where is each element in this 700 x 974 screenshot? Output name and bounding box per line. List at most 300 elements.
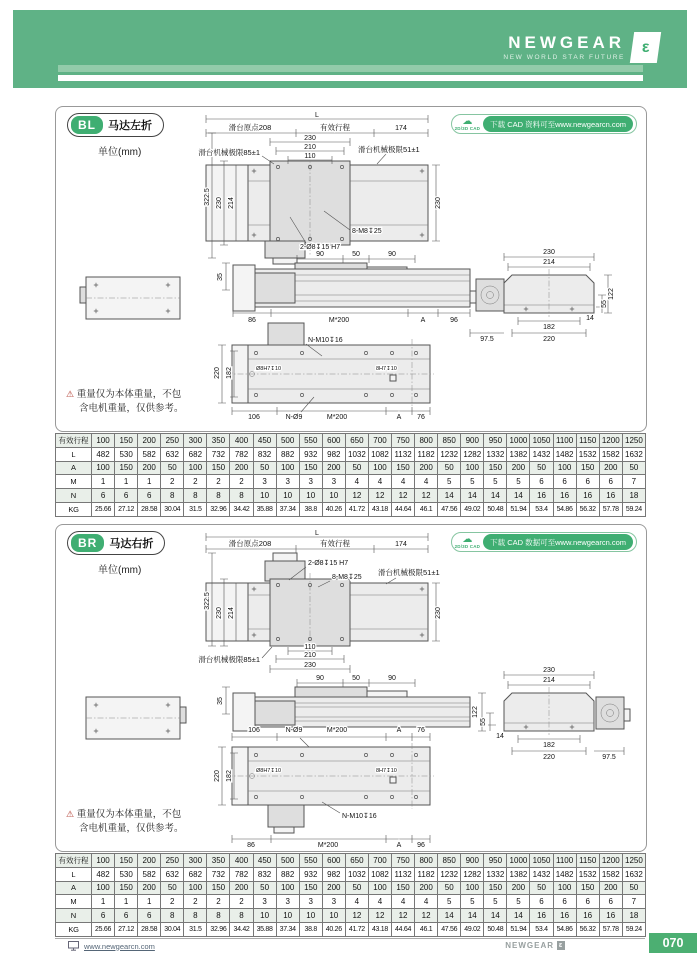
table-cell: 56.32 — [576, 502, 599, 516]
table-cell: 750 — [392, 434, 415, 448]
dim-label: L — [315, 530, 319, 537]
br-motor-connector-bottom — [274, 827, 294, 833]
table-cell: 200 — [507, 461, 530, 475]
table-cell: 50.48 — [484, 502, 507, 516]
br-unit-label: 单位(mm) — [98, 565, 142, 576]
table-cell: 16 — [599, 489, 622, 503]
dim-label: L — [315, 112, 319, 119]
dim-label: 8-M8↧25 — [332, 574, 362, 581]
dim-label: 55 — [480, 718, 487, 726]
table-cell: 2 — [207, 895, 230, 909]
br-cad-download[interactable] — [451, 532, 637, 552]
table-cell: 2 — [184, 475, 207, 489]
table-cell: 8 — [207, 489, 230, 503]
dim-label: 2-Ø8↧15 H7 — [300, 244, 341, 251]
warning-icon: ⚠ — [66, 388, 75, 399]
table-cell: 100 — [461, 881, 484, 895]
table-cell: 882 — [276, 867, 299, 881]
dim-label: 76 — [417, 727, 425, 734]
table-cell: 50 — [161, 881, 184, 895]
table-cell: 550 — [299, 854, 322, 868]
table-cell: 1232 — [438, 447, 461, 461]
table-cell: 6 — [115, 909, 138, 923]
header-band — [13, 10, 687, 88]
dim-label: 182 — [226, 770, 233, 782]
dim-label: 96 — [450, 317, 458, 324]
table-cell: 7 — [622, 475, 645, 489]
table-cell: 8 — [161, 489, 184, 503]
table-cell: 882 — [276, 447, 299, 461]
table-cell: 16 — [553, 489, 576, 503]
table-cell: 850 — [438, 434, 461, 448]
row-label: A — [56, 881, 92, 895]
table-cell: 150 — [576, 461, 599, 475]
table-cell: 16 — [599, 909, 622, 923]
table-cell: 12 — [415, 909, 438, 923]
br-motor-top — [265, 561, 305, 581]
table-cell: 1532 — [576, 867, 599, 881]
table-cell: 1 — [92, 475, 115, 489]
dim-label: 230 — [435, 197, 442, 209]
table-cell: 14 — [438, 489, 461, 503]
table-cell: 34.42 — [230, 502, 253, 516]
dim-label: M*200 — [326, 727, 348, 734]
dim-label: 214 — [228, 197, 235, 209]
table-cell: 150 — [484, 461, 507, 475]
table-cell: 16 — [576, 909, 599, 923]
table-cell: 1 — [115, 895, 138, 909]
table-cell: 3 — [299, 895, 322, 909]
br-plate-view — [86, 697, 186, 739]
dim-label: 90 — [388, 251, 396, 258]
table-cell: 1332 — [484, 447, 507, 461]
table-cell: 31.5 — [184, 502, 207, 516]
monitor-icon — [68, 941, 79, 951]
table-cell: 12 — [392, 489, 415, 503]
bl-cad-link-text[interactable]: 下载 CAD 资料可至www.newgearcn.com — [483, 116, 633, 132]
dim-label: 230 — [435, 607, 442, 619]
table-cell: 732 — [207, 447, 230, 461]
table-cell: 682 — [184, 867, 207, 881]
table-cell: 200 — [507, 881, 530, 895]
table-cell: 38.8 — [299, 922, 322, 936]
row-label: L — [56, 867, 92, 881]
header-stripe-light — [58, 65, 643, 72]
dim-label: 8-M8↧25 — [352, 228, 382, 235]
table-cell: 482 — [92, 867, 115, 881]
table-cell: 1182 — [415, 447, 438, 461]
bl-motor-connector — [273, 258, 297, 264]
table-cell: 1182 — [415, 867, 438, 881]
table-cell: 43.18 — [368, 502, 391, 516]
dim-label: 230 — [216, 607, 223, 619]
table-cell: 100 — [553, 881, 576, 895]
table-cell: 1050 — [530, 854, 553, 868]
table-cell: 682 — [184, 447, 207, 461]
table-cell: 30.04 — [161, 922, 184, 936]
table-cell: 650 — [345, 854, 368, 868]
table-cell: 1382 — [507, 867, 530, 881]
dim-label: 230 — [304, 662, 316, 669]
bl-badge — [67, 113, 164, 137]
table-cell: 1132 — [392, 447, 415, 461]
table-cell: 1000 — [507, 434, 530, 448]
table-cell: 150 — [207, 461, 230, 475]
table-cell: 950 — [484, 854, 507, 868]
dim-label: 230 — [543, 667, 555, 674]
table-cell: 14 — [484, 909, 507, 923]
table-cell: 6 — [92, 489, 115, 503]
warning-icon: ⚠ — [66, 808, 75, 819]
bl-side-view — [217, 251, 470, 324]
dim-label: 有效行程 — [320, 123, 350, 132]
table-cell: 4 — [392, 475, 415, 489]
table-cell: 5 — [461, 895, 484, 909]
br-technical-drawing — [56, 525, 644, 849]
bl-dimension-table — [55, 433, 646, 517]
brand-logo-icon: ε — [630, 32, 661, 63]
dim-label: 230 — [304, 135, 316, 142]
table-cell: 6 — [115, 489, 138, 503]
dim-label: 214 — [543, 677, 555, 684]
table-cell: 1 — [115, 475, 138, 489]
table-cell: 3 — [299, 475, 322, 489]
table-cell: 35.88 — [253, 922, 276, 936]
dim-label: 50 — [352, 675, 360, 682]
br-cross-section — [472, 667, 630, 761]
table-cell: 400 — [230, 434, 253, 448]
table-cell: 32.96 — [207, 502, 230, 516]
table-cell: 51.94 — [507, 922, 530, 936]
table-cell: 46.1 — [415, 922, 438, 936]
br-cad-link-text[interactable]: 下载 CAD 数据可至www.newgearcn.com — [483, 534, 633, 550]
bl-cad-download[interactable] — [451, 114, 637, 134]
table-cell: 12 — [415, 489, 438, 503]
dim-label: 86 — [248, 317, 256, 324]
table-cell: 700 — [368, 854, 391, 868]
table-cell: 750 — [392, 854, 415, 868]
table-cell: 10 — [276, 909, 299, 923]
bl-bottom-view — [214, 323, 434, 421]
table-cell: 150 — [299, 461, 322, 475]
header-stripe-white — [58, 75, 643, 81]
table-cell: 10 — [322, 909, 345, 923]
br-weight-note: ⚠ 重量仅为本体重量，不包 含电机重量，仅供参考。 — [66, 808, 184, 835]
table-cell: 51.94 — [507, 502, 530, 516]
footer-brand: NEWGEAR ε — [505, 941, 564, 950]
dim-label: 14 — [496, 733, 504, 740]
dim-label: 182 — [543, 742, 555, 749]
footer-website[interactable] — [68, 941, 155, 951]
table-cell: 8 — [230, 909, 253, 923]
dim-label: 35 — [217, 273, 224, 281]
br-title: 马达右折 — [109, 538, 154, 550]
table-cell: 8 — [230, 489, 253, 503]
dim-label: 96 — [417, 842, 425, 849]
table-cell: 200 — [230, 881, 253, 895]
table-cell: 44.64 — [392, 922, 415, 936]
row-label: KG — [56, 922, 92, 936]
table-cell: 582 — [138, 447, 161, 461]
row-label: M — [56, 895, 92, 909]
table-cell: 582 — [138, 867, 161, 881]
table-cell: 1082 — [368, 447, 391, 461]
table-cell: 40.26 — [322, 922, 345, 936]
br-motor-connector — [273, 553, 297, 561]
table-cell: 932 — [299, 867, 322, 881]
dim-label: A — [420, 317, 426, 324]
dim-label: Ø8H7↧10 — [256, 366, 282, 372]
table-cell: 832 — [253, 867, 276, 881]
table-cell: 350 — [207, 854, 230, 868]
table-cell: 16 — [553, 909, 576, 923]
dim-label: M*200 — [326, 414, 348, 421]
dim-label: 106 — [248, 414, 260, 421]
table-cell: 28.58 — [138, 502, 161, 516]
footer-url[interactable]: www.newgearcn.com — [84, 941, 155, 951]
table-cell: 1050 — [530, 434, 553, 448]
dim-label: 滑台原点208 — [228, 123, 272, 132]
brand-block — [503, 34, 625, 61]
dim-label: 55 — [601, 300, 608, 308]
table-cell: 1 — [92, 895, 115, 909]
dim-label: 90 — [388, 675, 396, 682]
bl-weight-note: ⚠ 重量仅为本体重量，不包 含电机重量，仅供参考。 — [66, 388, 184, 415]
dim-label: 230 — [543, 249, 555, 256]
table-cell: 1582 — [599, 867, 622, 881]
table-cell: 14 — [507, 489, 530, 503]
table-cell: 800 — [415, 854, 438, 868]
table-cell: 1150 — [576, 854, 599, 868]
row-label: KG — [56, 502, 92, 516]
section-br — [55, 524, 647, 852]
table-cell: 1132 — [392, 867, 415, 881]
table-cell: 5 — [461, 475, 484, 489]
table-cell: 1082 — [368, 867, 391, 881]
dim-label: 86 — [247, 842, 255, 849]
table-cell: 900 — [461, 434, 484, 448]
table-cell: 400 — [230, 854, 253, 868]
table-cell: 49.02 — [461, 502, 484, 516]
table-cell: 10 — [276, 489, 299, 503]
table-cell: 1100 — [553, 434, 576, 448]
table-cell: 14 — [484, 489, 507, 503]
dim-label: Ø8H7↧10 — [256, 768, 282, 774]
table-cell: 5 — [484, 895, 507, 909]
table-cell: 44.64 — [392, 502, 415, 516]
bl-code-badge: BL — [71, 116, 103, 134]
table-cell: 832 — [253, 447, 276, 461]
table-cell: 6 — [530, 895, 553, 909]
table-cell: 40.26 — [322, 502, 345, 516]
table-cell: 150 — [115, 881, 138, 895]
table-cell: 50 — [345, 881, 368, 895]
table-cell: 59.24 — [622, 502, 645, 516]
dim-label: A — [396, 842, 402, 849]
bl-unit-label: 单位(mm) — [98, 147, 142, 158]
dim-label: 322.5 — [204, 188, 211, 206]
table-cell: 1250 — [622, 854, 645, 868]
table-cell: 6 — [553, 895, 576, 909]
table-cell: 57.78 — [599, 502, 622, 516]
table-cell: 150 — [576, 881, 599, 895]
table-cell: 43.18 — [368, 922, 391, 936]
table-cell: 100 — [184, 881, 207, 895]
table-cell: 2 — [230, 895, 253, 909]
dim-label: 35 — [217, 697, 224, 705]
table-cell: 1432 — [530, 447, 553, 461]
table-cell: 932 — [299, 447, 322, 461]
dim-label: 182 — [226, 367, 233, 379]
dim-label: 110 — [304, 644, 316, 651]
table-cell: 10 — [253, 909, 276, 923]
br-badge — [67, 531, 165, 555]
table-cell: 1032 — [345, 867, 368, 881]
table-cell: 4 — [345, 475, 368, 489]
table-cell: 1250 — [622, 434, 645, 448]
table-cell: 500 — [276, 854, 299, 868]
table-cell: 50 — [253, 461, 276, 475]
table-cell: 31.5 — [184, 922, 207, 936]
dim-label: A — [396, 414, 402, 421]
table-cell: 1200 — [599, 854, 622, 868]
br-carriage — [295, 687, 367, 697]
table-cell: 782 — [230, 867, 253, 881]
table-cell: 100 — [184, 461, 207, 475]
table-cell: 12 — [368, 909, 391, 923]
table-cell: 37.34 — [276, 922, 299, 936]
table-cell: 2 — [184, 895, 207, 909]
table-cell: 1582 — [599, 447, 622, 461]
bl-motor-section — [476, 279, 504, 311]
dim-label: 50 — [352, 251, 360, 258]
table-cell: 12 — [345, 489, 368, 503]
dim-label: A — [396, 727, 402, 734]
table-cell: 5 — [438, 475, 461, 489]
bl-motor-side — [255, 273, 295, 303]
table-cell: 600 — [322, 434, 345, 448]
dim-label: 110 — [304, 153, 316, 160]
table-cell: 4 — [415, 475, 438, 489]
br-bottom-view — [214, 727, 434, 849]
bl-motor-top — [265, 241, 305, 258]
dim-label: 97.5 — [480, 336, 494, 343]
table-cell: 1282 — [461, 447, 484, 461]
table-cell: 10 — [253, 489, 276, 503]
table-cell: 18 — [622, 909, 645, 923]
table-cell: 18 — [622, 489, 645, 503]
table-cell: 150 — [207, 881, 230, 895]
table-cell: 12 — [368, 489, 391, 503]
table-cell: 150 — [115, 461, 138, 475]
table-cell: 32.96 — [207, 922, 230, 936]
table-cell: 53.4 — [530, 502, 553, 516]
table-cell: 200 — [415, 461, 438, 475]
brand-name: NEWGEAR — [508, 33, 625, 52]
dim-label: 220 — [543, 336, 555, 343]
table-cell: 6 — [138, 909, 161, 923]
dim-label: 322.5 — [204, 592, 211, 610]
table-cell: 47.56 — [438, 502, 461, 516]
table-cell: 46.1 — [415, 502, 438, 516]
table-cell: 6 — [530, 475, 553, 489]
table-cell: 150 — [484, 881, 507, 895]
table-cell: 5 — [438, 895, 461, 909]
table-cell: 6 — [92, 909, 115, 923]
table-cell: 850 — [438, 854, 461, 868]
dim-label: 90 — [316, 251, 324, 258]
table-cell: 200 — [230, 461, 253, 475]
table-cell: 550 — [299, 434, 322, 448]
row-label: N — [56, 909, 92, 923]
dim-label: 8H7↧10 — [376, 768, 397, 774]
table-cell: 10 — [299, 909, 322, 923]
table-cell: 200 — [599, 461, 622, 475]
table-cell: 2 — [161, 895, 184, 909]
dim-label: 76 — [417, 414, 425, 421]
dim-label: 182 — [543, 324, 555, 331]
table-cell: 1632 — [622, 867, 645, 881]
table-cell: 1 — [138, 895, 161, 909]
table-cell: 300 — [184, 854, 207, 868]
table-cell: 200 — [322, 881, 345, 895]
table-cell: 650 — [345, 434, 368, 448]
table-cell: 632 — [161, 447, 184, 461]
table-cell: 16 — [530, 909, 553, 923]
table-cell: 25.66 — [92, 922, 115, 936]
dim-label: 220 — [543, 754, 555, 761]
table-cell: 53.4 — [530, 922, 553, 936]
table-cell: 6 — [576, 475, 599, 489]
table-cell: 3 — [253, 475, 276, 489]
table-cell: 4 — [415, 895, 438, 909]
dim-label: 8H7↧10 — [376, 366, 397, 372]
table-cell: 1432 — [530, 867, 553, 881]
table-cell: 27.12 — [115, 502, 138, 516]
table-cell: 1150 — [576, 434, 599, 448]
table-cell: 5 — [507, 475, 530, 489]
br-motor-section — [596, 697, 624, 729]
dim-label: 滑台机械极限51±1 — [358, 145, 420, 154]
table-cell: 350 — [207, 434, 230, 448]
row-label: 有效行程 — [56, 434, 92, 448]
bl-technical-drawing — [56, 107, 644, 429]
dim-label: 滑台机械极限85±1 — [198, 655, 260, 664]
table-cell: 950 — [484, 434, 507, 448]
table-cell: 1332 — [484, 867, 507, 881]
dim-label: 220 — [214, 770, 221, 782]
cad-cloud-icon: ☁ 2D/3D CAD — [454, 115, 481, 131]
row-label: N — [56, 489, 92, 503]
table-cell: 50 — [438, 461, 461, 475]
dim-label: 14 — [586, 315, 594, 322]
table-cell: 2 — [230, 475, 253, 489]
dim-label: 220 — [214, 367, 221, 379]
dim-label: 214 — [228, 607, 235, 619]
table-cell: 100 — [92, 881, 115, 895]
table-cell: 100 — [368, 881, 391, 895]
table-cell: 1100 — [553, 854, 576, 868]
dim-label: 滑台机械极限85±1 — [198, 148, 260, 157]
table-cell: 8 — [161, 909, 184, 923]
dim-label: 2-Ø8↧15 H7 — [308, 560, 349, 567]
table-cell: 4 — [368, 895, 391, 909]
table-cell: 800 — [415, 434, 438, 448]
dim-label: 210 — [304, 144, 316, 151]
table-cell: 150 — [392, 881, 415, 895]
br-motor-bottom — [268, 805, 304, 827]
table-cell: 3 — [322, 895, 345, 909]
